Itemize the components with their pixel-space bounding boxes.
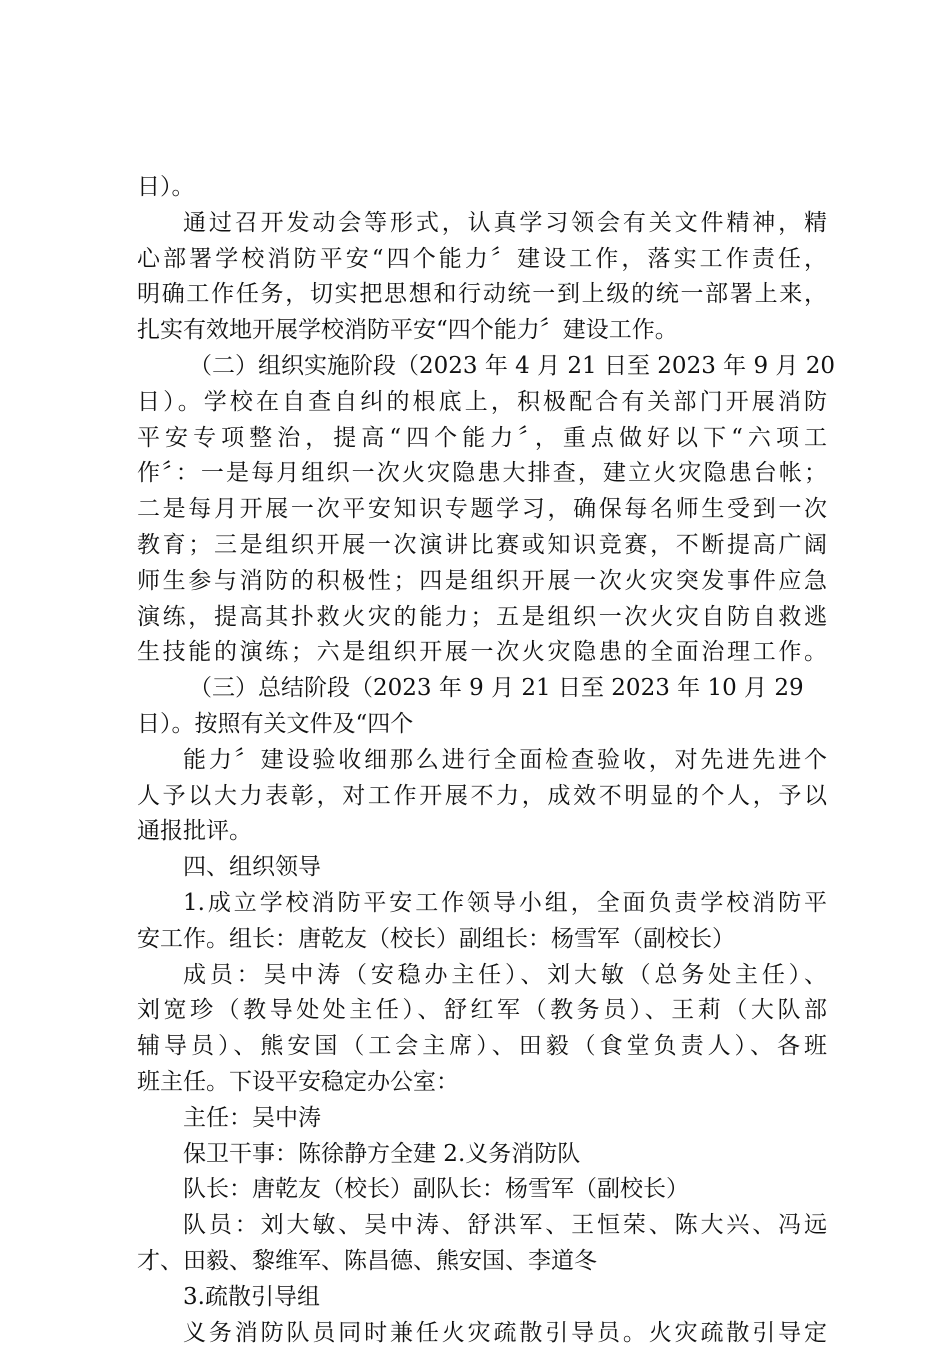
text-line: 安工作。组长：唐乾友（校长）副组长：杨雪军（副校长） (137, 922, 827, 958)
text-line: 能力〞建设验收细那么进行全面检查验收，对先进先进个 (137, 743, 827, 779)
text-line: 才、田毅、黎维军、陈昌德、熊安国、李道冬 (137, 1244, 827, 1280)
text-line: 明确工作任务，切实把思想和行动统一到上级的统一部署上来， (137, 277, 827, 313)
text-line: 平安专项整治，提高“四个能力〞，重点做好以下“六项工 (137, 421, 827, 457)
text-line: 队长：唐乾友（校长）副队长：杨雪军（副校长） (137, 1172, 827, 1208)
text-line: 师生参与消防的积极性；四是组织开展一次火灾突发事件应急 (137, 564, 827, 600)
text-line: 辅导员）、熊安国（工会主席）、田毅（食堂负责人）、各班 (137, 1029, 827, 1065)
text-line: 义务消防队员同时兼任火灾疏散引导员。火灾疏散引导定 (137, 1316, 827, 1351)
text-line: 3.疏散引导组 (137, 1280, 827, 1316)
text-line: 刘宽珍（教导处处主任）、舒红军（教务员）、王莉（大队部 (137, 993, 827, 1029)
text-line: 四、组织领导 (137, 850, 827, 886)
text-line: 班主任。下设平安稳定办公室： (137, 1065, 827, 1101)
text-line: 心部署学校消防平安“四个能力〞建设工作，落实工作责任， (137, 242, 827, 278)
text-line: 日）。按照有关文件及“四个 (137, 707, 827, 743)
text-line: 队员：刘大敏、吴中涛、舒洪军、王恒荣、陈大兴、冯远 (137, 1208, 827, 1244)
text-line: 日）。学校在自查自纠的根底上，积极配合有关部门开展消防 (137, 385, 827, 421)
text-line: （二）组织实施阶段（2023 年 4 月 21 日至 2023 年 9 月 20 (137, 349, 827, 385)
text-line: 作〞：一是每月组织一次火灾隐患大排查，建立火灾隐患台帐； (137, 456, 827, 492)
text-line: （三）总结阶段（2023 年 9 月 21 日至 2023 年 10 月 29 (137, 671, 827, 707)
text-line: 通报批评。 (137, 814, 827, 850)
text-line: 教育；三是组织开展一次演讲比赛或知识竞赛，不断提高广阔 (137, 528, 827, 564)
text-line: 人予以大力表彰，对工作开展不力，成效不明显的个人，予以 (137, 779, 827, 815)
text-line: 主任：吴中涛 (137, 1101, 827, 1137)
text-line: 二是每月开展一次平安知识专题学习，确保每名师生受到一次 (137, 492, 827, 528)
text-line: 日）。 (137, 170, 827, 206)
text-line: 通过召开发动会等形式，认真学习领会有关文件精神，精 (137, 206, 827, 242)
text-line: 保卫干事：陈徐静方全建 2.义务消防队 (137, 1137, 827, 1173)
text-line: 扎实有效地开展学校消防平安“四个能力〞建设工作。 (137, 313, 827, 349)
document-body (137, 170, 827, 1351)
text-line: 生技能的演练；六是组织开展一次火灾隐患的全面治理工作。 (137, 635, 827, 671)
text-line: 1.成立学校消防平安工作领导小组，全面负责学校消防平 (137, 886, 827, 922)
text-line: 演练，提高其扑救火灾的能力；五是组织一次火灾自防自救逃 (137, 600, 827, 636)
text-line: 成员：吴中涛（安稳办主任）、刘大敏（总务处主任）、 (137, 958, 827, 994)
